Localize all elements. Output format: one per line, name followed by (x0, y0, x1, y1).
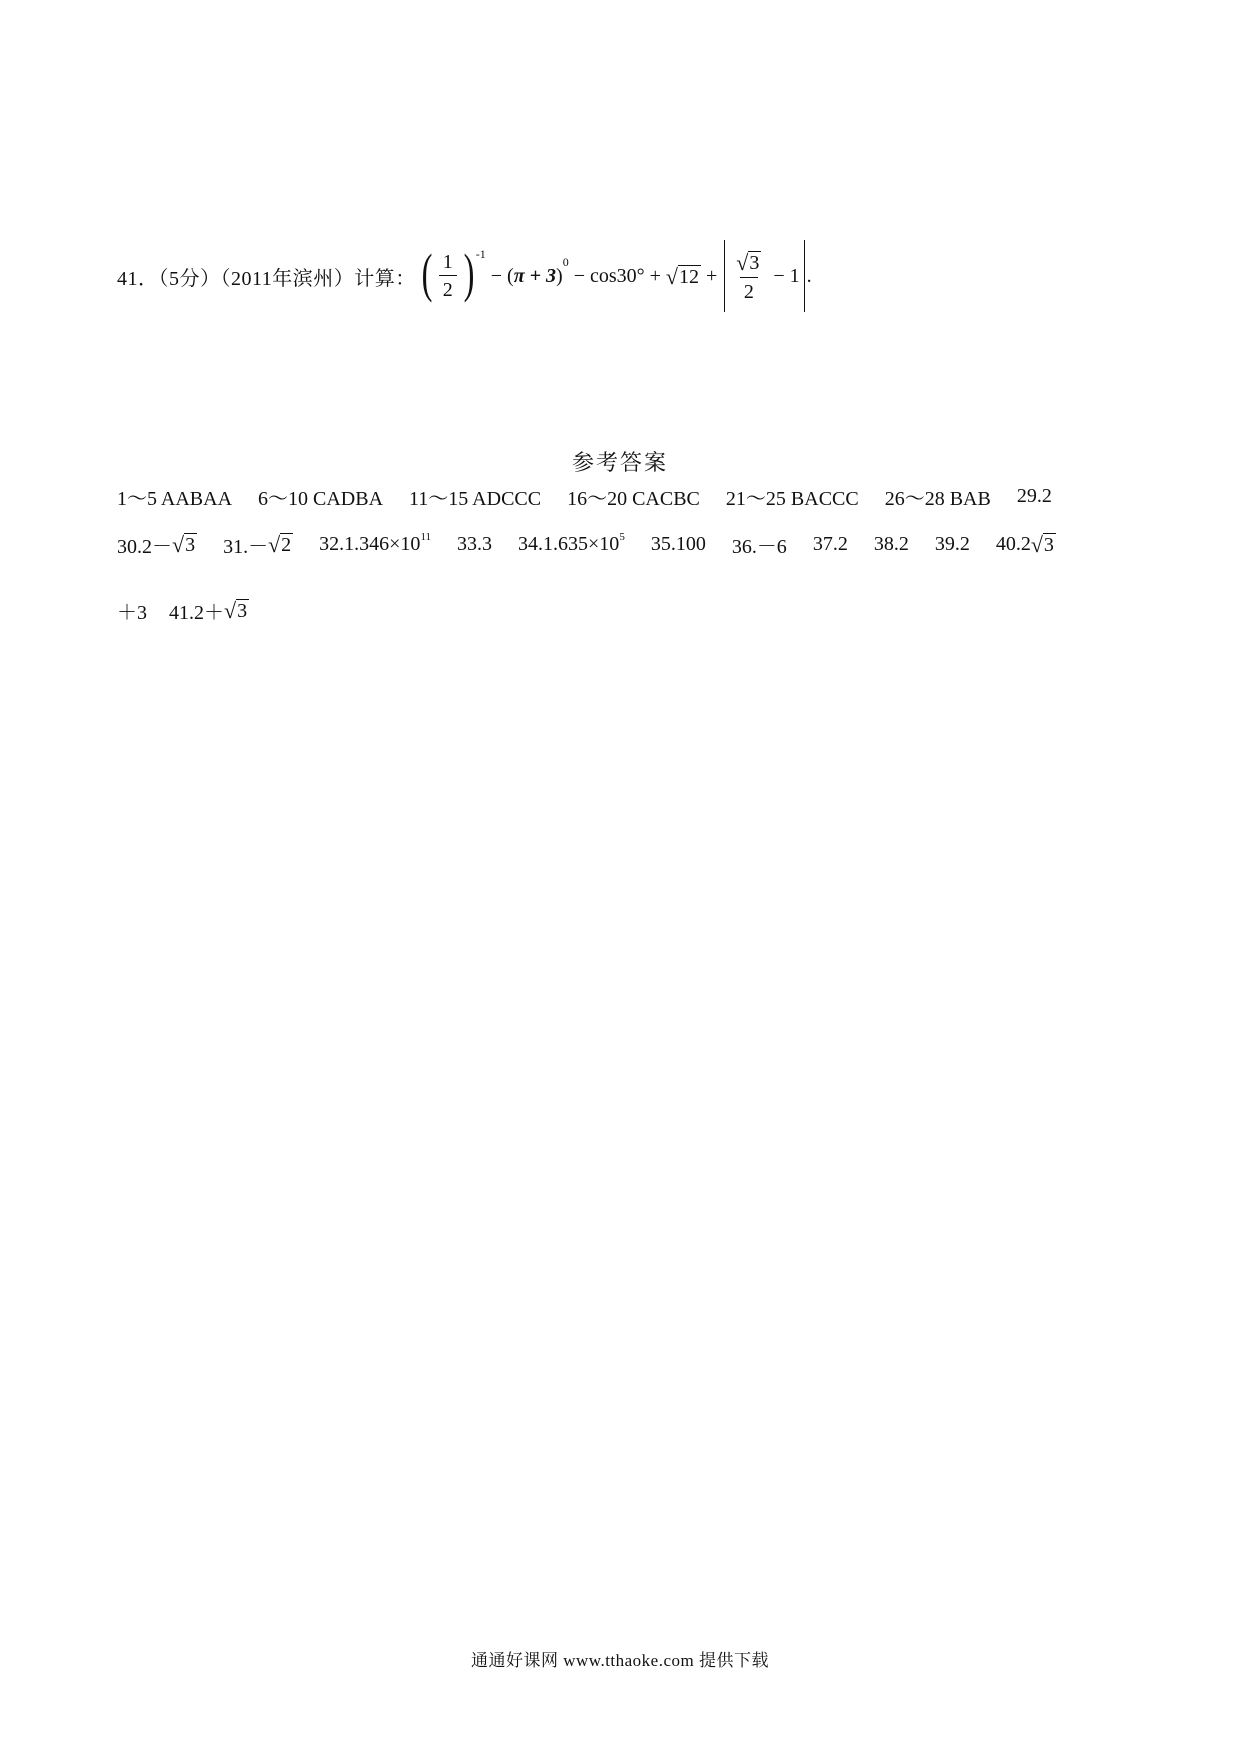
minus-sign: − (773, 264, 785, 287)
answer-prefix: 31.－ (223, 536, 269, 558)
fraction-sqrt3-over-2 (732, 249, 765, 304)
answer-31 (223, 530, 293, 559)
minus-sign: − (573, 264, 585, 287)
radicand: 12 (679, 265, 699, 288)
fraction-denominator: 2 (740, 277, 758, 304)
sqrt-three (172, 533, 197, 556)
answer-39: 39.2 (934, 533, 970, 555)
radical-icon: √ (665, 263, 678, 289)
sqrt-three (224, 599, 249, 622)
fraction-one-half (439, 250, 457, 302)
radicand: 3 (185, 534, 196, 556)
answer-40 (996, 533, 1056, 556)
answer-group: 26～28 BAB (884, 488, 991, 510)
answer-34 (518, 530, 625, 556)
answer-group: 21～25 BACCC (725, 488, 859, 510)
answer-exponent: 11 (420, 530, 432, 543)
sqrt-three (1031, 533, 1056, 556)
answers-title: 参考答案 (571, 450, 668, 475)
answer-35: 35.100 (650, 533, 706, 555)
radical-icon: √ (268, 532, 281, 557)
answer-base: 32.1.346×10 (319, 533, 421, 555)
answer-33: 33.3 (457, 533, 493, 555)
pi-plus-three: π + 3 (513, 264, 557, 287)
answer-38: 38.2 (873, 533, 909, 555)
radical-icon: √ (736, 249, 749, 275)
fraction-denominator: 2 (439, 275, 457, 302)
answer-prefix: 40.2 (995, 533, 1031, 555)
sqrt-three (736, 251, 761, 274)
answer-30 (117, 530, 197, 559)
answer-36: 36.－6 (731, 536, 787, 558)
radicand: 3 (1043, 534, 1054, 556)
answer-prefix: 41.2＋ (169, 602, 224, 624)
answers-line-2 (117, 530, 1056, 559)
answer-29: 29.2 (1016, 485, 1052, 507)
answer-32 (319, 530, 432, 556)
answer-group: 6～10 CADBA (258, 488, 384, 510)
absolute-value (724, 240, 804, 312)
math-formula (418, 240, 812, 312)
cosine-term: cos30° (589, 264, 645, 287)
sqrt-twelve (666, 265, 701, 288)
radical-icon: √ (1030, 532, 1043, 557)
answer-prefix: 30.2－ (117, 536, 172, 558)
radicand: 3 (749, 251, 760, 274)
end-dot: . (806, 264, 812, 287)
answers-line-1 (117, 482, 1078, 511)
exponent-zero: 0 (562, 254, 569, 269)
pi-plus-three-term: (π + 3) (507, 264, 563, 287)
radicand: 2 (281, 534, 292, 556)
sqrt-two (268, 533, 293, 556)
answer-37: 37.2 (812, 533, 848, 555)
radicand: 3 (237, 600, 248, 622)
answer-exponent: 5 (619, 530, 625, 543)
question-label: 41．（5分）（2011年滨州）计算： (117, 267, 416, 290)
exponent-negative-one: -1 (475, 246, 486, 261)
plus-sign: + (706, 264, 718, 287)
radical-icon: √ (224, 598, 237, 623)
answer-base: 34.1.635×10 (518, 533, 620, 555)
plus-sign: + (649, 264, 661, 287)
answer-41 (169, 596, 249, 625)
fraction-numerator (732, 249, 765, 277)
answers-line-3 (117, 596, 275, 625)
page-footer: 通通好课网 www.tthaoke.com 提供下载 (470, 1651, 770, 1670)
answer-40-continued: ＋3 (117, 602, 147, 624)
answer-group: 16～20 CACBC (567, 488, 700, 510)
minus-sign: − (490, 264, 503, 287)
left-paren: ( (421, 243, 433, 303)
right-paren: ) (463, 243, 475, 303)
radical-icon: √ (172, 532, 185, 557)
answer-group: 1～5 AABAA (117, 488, 233, 510)
fraction-numerator: 1 (442, 251, 453, 273)
answer-group: 11～15 ADCCC (409, 488, 542, 510)
question-41 (117, 236, 812, 316)
number-one: 1 (789, 264, 800, 287)
